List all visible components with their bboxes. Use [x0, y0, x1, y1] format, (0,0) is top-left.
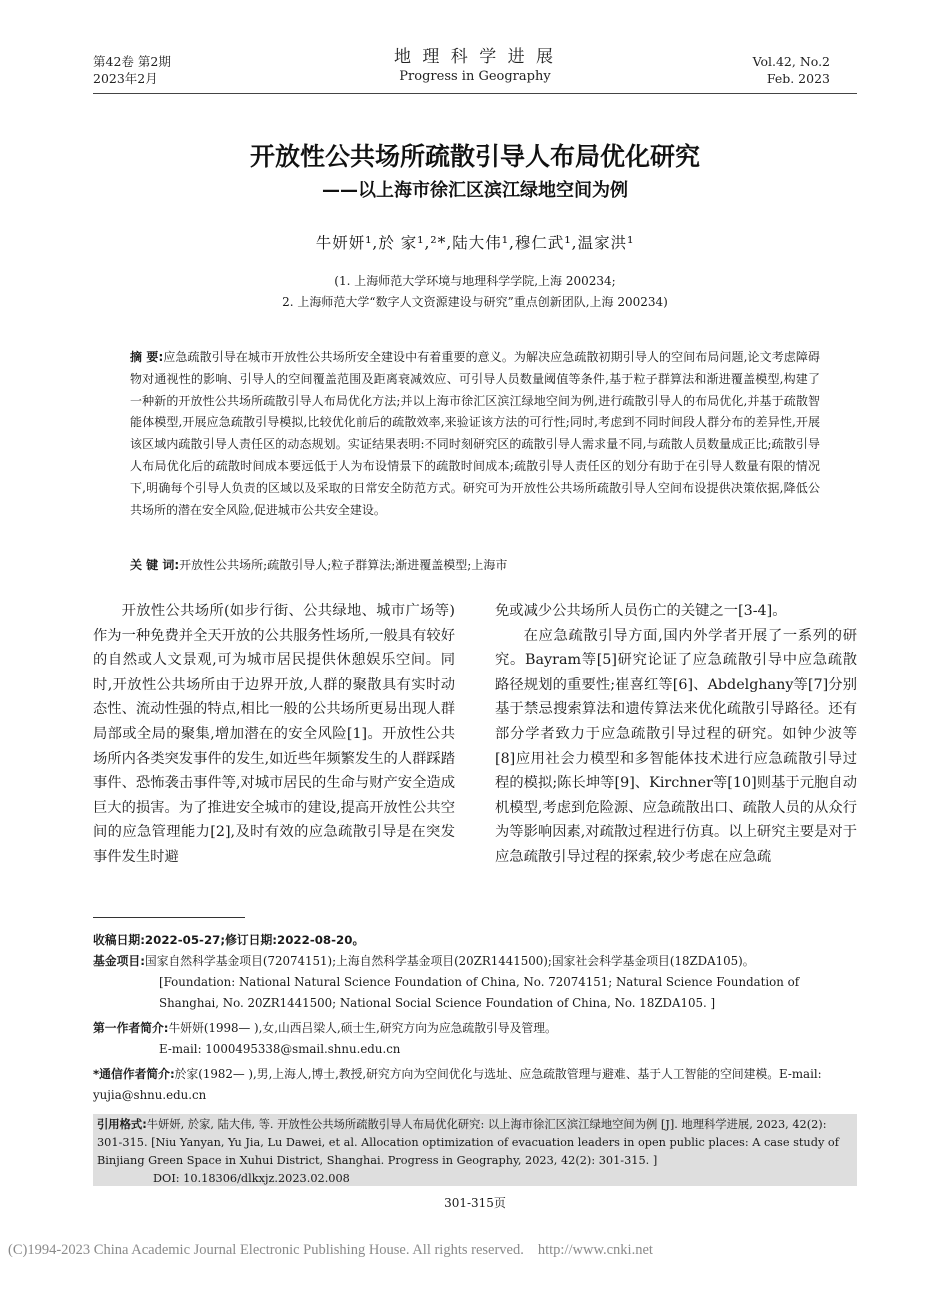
citation-label: 引用格式:	[97, 1118, 147, 1131]
funding-en: [Foundation: National Natural Science Foundation of China, No. 72074151; Natural Science Foundation of Shanghai, No. 20ZR1441500; National Social Science Foundation of China, No. 18ZDA105. ]	[159, 975, 800, 1010]
intro-paragraph-1-cont: 免或减少公共场所人员伤亡的关键之一[3-4]。	[495, 603, 787, 619]
page-range: 301-315页	[444, 1196, 506, 1210]
header-divider	[93, 93, 857, 94]
journal-title-cn: 地 理 科 学 进 展	[393, 47, 557, 67]
citation-box	[93, 1114, 857, 1186]
date-en: Feb. 2023	[766, 71, 830, 86]
corresponding-author-label: *通信作者简介:	[93, 1067, 175, 1081]
intro-paragraph-2: 在应急疏散引导方面,国内外学者开展了一系列的研究。Bayram等[5]研究论证了应急疏散引导中应急疏散路径规划的重要性;崔喜红等[6]、Abdelghany等[7]分别基于禁忌搜索算法和遗传算法来优化疏散引导路径。还有部分学者致力于应急疏散引导过程的研究。如钟少波等[8]应用社会力模型和多智能体技术进行应急疏散引导过程的模拟;陈长坤等[9]、Kirchner等[10]则基于元胞自动机模型,考虑到危险源、应急疏散出口、疏散人员的从众行为等影响因素,对疏散过程进行仿真。以上研究主要是对于应急疏散引导过程的探索,较少考虑在应急疏	[495, 627, 857, 865]
cnki-link[interactable]: http://www.cnki.net	[537, 1242, 653, 1258]
first-author-bio: 牛妍妍(1998— ),女,山西吕梁人,硕士生,研究方向为应急疏散引导及管理。	[168, 1021, 557, 1035]
header-volume-info-en	[753, 53, 830, 87]
abstract	[130, 347, 820, 521]
abstract-label: 摘 要:	[130, 350, 164, 364]
paper-title: 开放性公共场所疏散引导人布局优化研究	[249, 142, 700, 171]
paper-subtitle: ——以上海市徐汇区滨江绿地空间为例	[322, 180, 628, 201]
footnote-received	[93, 930, 857, 951]
first-author-label: 第一作者简介:	[93, 1021, 169, 1035]
funding-label: 基金项目:	[93, 954, 145, 968]
corresponding-author-bio: 於家(1982— ),男,上海人,博士,教授,研究方向为空间优化与选址、应急疏散管理与避难、基于人工智能的空间建模。E-mail: yujia@shnu.edu.cn	[93, 1067, 822, 1102]
received-dates: 收稿日期:2022-05-27;修订日期:2022-08-20。	[93, 933, 365, 947]
volume-issue-cn: 第42卷 第2期	[93, 54, 171, 69]
volume-issue-en: Vol.42, No.2	[752, 54, 830, 69]
body-column-left	[93, 599, 455, 870]
keywords-text: 开放性公共场所;疏散引导人;粒子群算法;渐进覆盖模型;上海市	[179, 558, 508, 572]
abstract-text: 应急疏散引导在城市开放性公共场所安全建设中有着重要的意义。为解决应急疏散初期引导人的空间布局问题,论文考虑障碍物对通视性的影响、引导人的空间覆盖范围及距离衰减效应、可引导人员数量阈值等条件,基于粒子群算法和渐进覆盖模型,构建了一种新的开放性公共场所疏散引导人布局优化方法;并以上海市徐汇区滨江绿地空间为例,进行疏散引导人的布局优化,并基于疏散智能体模型,开展应急疏散引导模拟,比较优化前后的疏散效率,来验证该方法的可行性;同时,考虑到不同时间段人群分布的差异性,开展该区域内疏散引导人责任区的动态规划。实证结果表明:不同时刻研究区的疏散引导人需求量不同,与疏散人员数量成正比;疏散引导人布局优化后的疏散时间成本要远低于人为布设情景下的疏散时间成本;疏散引导人责任区的划分有助于在引导人数量有限的情况下,明确每个引导人负责的区域以及采取的日常安全防范方式。研究可为开放性公共场所疏散引导人空间布设提供决策依据,降低公共场所的潜在安全风险,促进城市公共安全建设。	[130, 350, 820, 517]
keywords	[130, 555, 820, 575]
body-column-right	[495, 599, 857, 870]
citation-doi[interactable]: DOI: 10.18306/dlkxjz.2023.02.008	[153, 1172, 350, 1185]
funding-cn: 国家自然科学基金项目(72074151);上海自然科学基金项目(20ZR1441500);国家社会科学基金项目(18ZDA105)。	[144, 954, 755, 968]
intro-paragraph-1: 开放性公共场所(如步行街、公共绿地、城市广场等)作为一种免费并全天开放的公共服务性场所,一般具有较好的自然或人文景观,可为城市居民提供休憩娱乐空间。同时,开放性公共场所由于边界开放,人群的聚散具有实时动态性、流动性强的特点,相比一般的公共场所更易出现人群局部或全局的聚集,增加潜在的安全风险[1]。开放性公共场所内各类突发事件的发生,如近些年频繁发生的人群踩踏事件、恐怖袭击事件等,对城市居民的生命与财产安全造成巨大的损害。为了推进安全城市的建设,提高开放性公共空间的应急管理能力[2],及时有效的应急疏散引导是在突发事件发生时避	[93, 603, 455, 865]
copyright-text: (C)1994-2023 China Academic Journal Electronic Publishing House. All rights reserved.	[8, 1242, 524, 1258]
citation-text: 牛妍妍, 於家, 陆大伟, 等. 开放性公共场所疏散引导人布局优化研究: 以上海市徐汇区滨江绿地空间为例 [J]. 地理科学进展, 2023, 42(2): 301-315. [Niu Yanyan, Yu Jia, Lu Dawei, et al. Allocation optimization of evacuation leaders in open public places: A case study of Binjiang Green Space in Xuhui District, Shanghai. Progress in Geography, 2023, 42(2): 301-315. ]	[97, 1118, 839, 1167]
author-list: 牛妍妍¹,於 家¹,²*,陆大伟¹,穆仁武¹,温家洪¹	[315, 234, 635, 252]
keywords-label: 关 键 词:	[130, 558, 180, 572]
affiliation-1: (1. 上海师范大学环境与地理科学学院,上海 200234;	[334, 274, 616, 288]
first-author-email: E-mail: 1000495338@smail.shnu.edu.cn	[159, 1042, 401, 1056]
footnote-funding	[93, 951, 857, 1014]
footnote-divider	[93, 917, 245, 918]
copyright-footer	[8, 1242, 653, 1259]
footnote-first-author	[93, 1018, 857, 1060]
footnote-corresponding-author	[93, 1064, 857, 1106]
journal-title-en: Progress in Geography	[399, 69, 551, 84]
affiliation-2: 2. 上海师范大学“数字人文资源建设与研究”重点创新团队,上海 200234)	[282, 295, 668, 309]
date-cn: 2023年2月	[93, 71, 158, 86]
